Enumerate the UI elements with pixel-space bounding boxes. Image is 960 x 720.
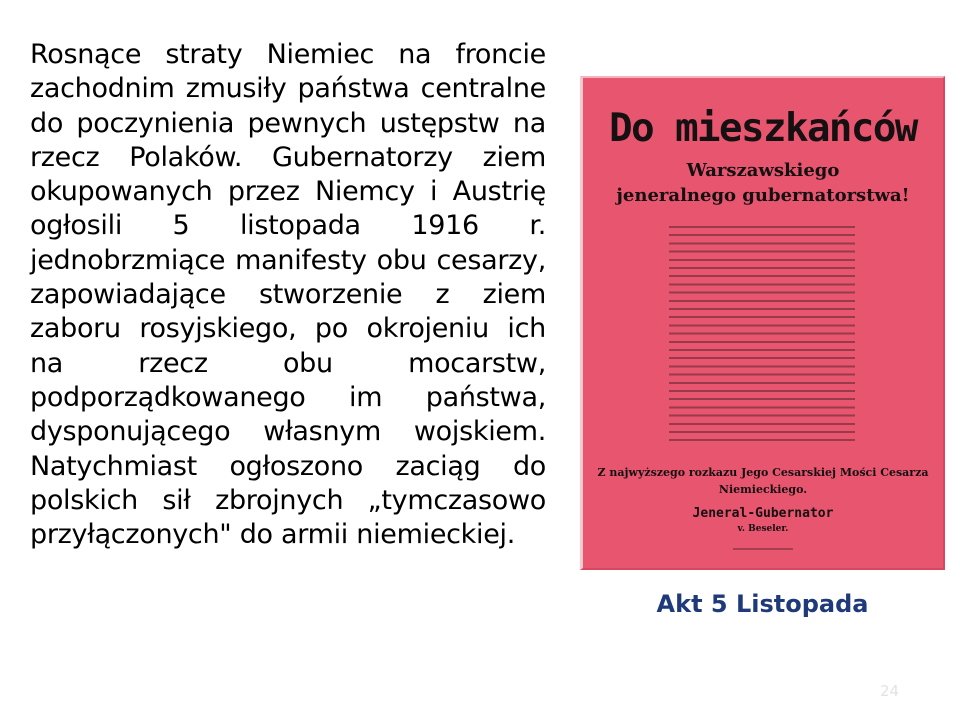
page-number: 24 bbox=[880, 682, 900, 700]
image-caption: Akt 5 Listopada bbox=[656, 590, 869, 618]
poster-order-line: Z najwyższego rozkazu Jego Cesarskiej Mości Cesarza Niemieckiego. bbox=[597, 466, 929, 496]
poster-footnote-mark bbox=[733, 548, 793, 550]
poster-body-text-block bbox=[669, 226, 855, 444]
poster-signature-title: Jeneral-Gubernator bbox=[692, 506, 834, 521]
body-text: Rosnące straty Niemiec na froncie zachodnim zmusiły państwa centralne do poczynienia pewnych ustępstw na rzecz Polaków. Gubernatorzy ziem okupowanych przez Niemcy i Austrię ogłosili 5 listopada 1916 r. jednobrzmiące manifesty obu cesarzy, zapowiadające stworzenie z ziem zaboru rosyjskiego, po okrojeniu ich na rzecz obu mocarstw, podporządkowanego im państwa, dysponującego własnym wojskiem. Natychmiast ogłoszono zaciąg do polskich sił zbrojnych „tymczasowo przyłączonych" do armii niemieckiej. bbox=[30, 39, 546, 551]
poster-headline: Do mieszkańców bbox=[609, 106, 917, 151]
poster-subheadline: Warszawskiego jeneralnego gubernatorstwa! bbox=[616, 160, 910, 206]
proclamation-poster-image bbox=[580, 76, 945, 570]
poster-signature-name: v. Beseler. bbox=[737, 524, 789, 534]
